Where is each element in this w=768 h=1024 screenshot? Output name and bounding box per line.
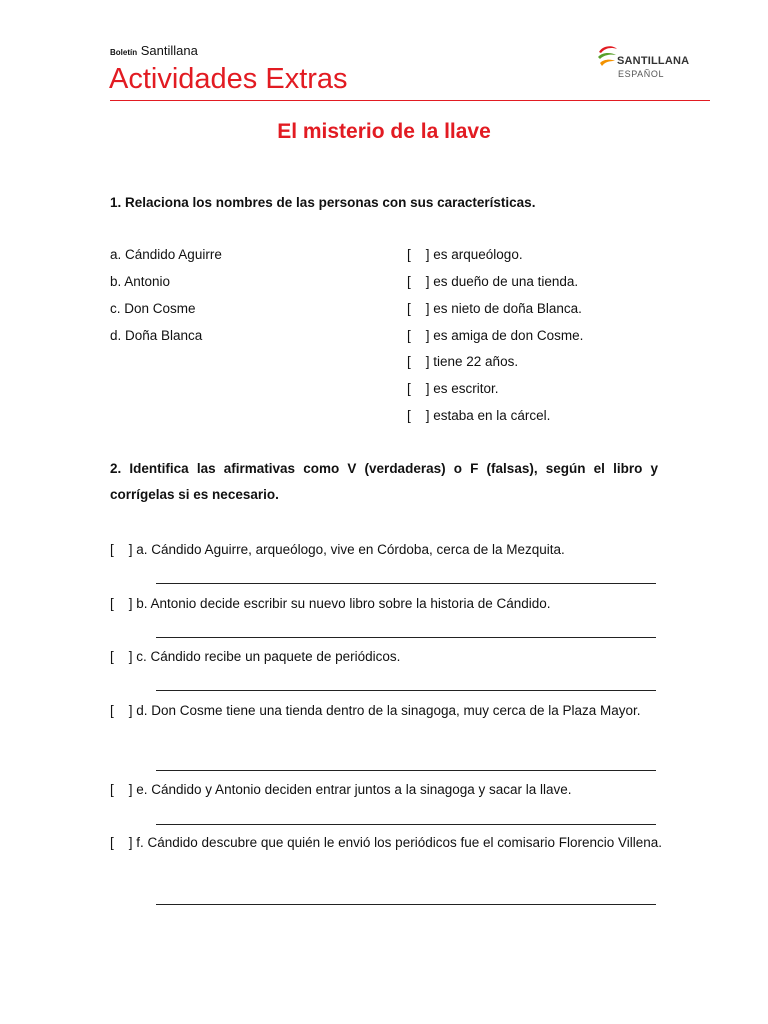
name-item: a. Cándido Aguirre (110, 247, 222, 262)
name-item: c. Don Cosme (110, 301, 196, 316)
answer-line[interactable] (156, 637, 656, 638)
statement-item[interactable]: [ ] d. Don Cosme tiene una tienda dentro de la sinagoga, muy cerca de la Plaza Mayor. (110, 703, 641, 718)
statement-item[interactable]: [ ] b. Antonio decide escribir su nuevo libro sobre la historia de Cándido. (110, 596, 551, 611)
answer-line[interactable] (156, 824, 656, 825)
answer-line[interactable] (156, 583, 656, 584)
header-divider (110, 100, 710, 101)
statement-item[interactable]: [ ] f. Cándido descubre que quién le envió los periódicos fue el comisario Florencio Villena. (110, 835, 663, 850)
statement-item[interactable]: [ ] a. Cándido Aguirre, arqueólogo, vive en Córdoba, cerca de la Mezquita. (110, 542, 565, 557)
santillana-logo (597, 44, 707, 88)
bulletin-brand: Santillana (140, 43, 198, 58)
trait-item[interactable]: [ ] es escritor. (407, 381, 499, 396)
document-title: El misterio de la llave (277, 120, 491, 143)
trait-item[interactable]: [ ] estaba en la cárcel. (407, 408, 551, 423)
statement-item[interactable]: [ ] e. Cándido y Antonio deciden entrar juntos a la sinagoga y sacar la llave. (110, 782, 572, 797)
trait-item[interactable]: [ ] tiene 22 años. (407, 354, 519, 369)
santillana-swoosh-icon (597, 44, 619, 70)
answer-line[interactable] (156, 770, 656, 771)
statement-item[interactable]: [ ] c. Cándido recibe un paquete de periódicos. (110, 649, 401, 664)
question-1-heading: 1. Relaciona los nombres de las personas con sus características. (110, 195, 536, 210)
trait-item[interactable]: [ ] es dueño de una tienda. (407, 274, 579, 289)
trait-item[interactable]: [ ] es amiga de don Cosme. (407, 328, 584, 343)
question-2-heading: 2. Identifica las afirmativas como V (verdaderas) o F (falsas), según el libro y corrígelas si es necesario. (110, 461, 658, 502)
bulletin-label (110, 43, 198, 61)
logo-wordmark: SANTILLANA (617, 55, 690, 67)
answer-line[interactable] (156, 904, 656, 905)
trait-item[interactable]: [ ] es arqueólogo. (407, 247, 523, 262)
name-item: b. Antonio (110, 274, 171, 289)
logo-subtitle: ESPAÑOL (618, 69, 665, 79)
section-title: Actividades Extras (109, 63, 348, 95)
bulletin-prefix: Boletín (110, 48, 138, 57)
answer-line[interactable] (156, 690, 656, 691)
name-item: d. Doña Blanca (110, 328, 203, 343)
trait-item[interactable]: [ ] es nieto de doña Blanca. (407, 301, 582, 316)
